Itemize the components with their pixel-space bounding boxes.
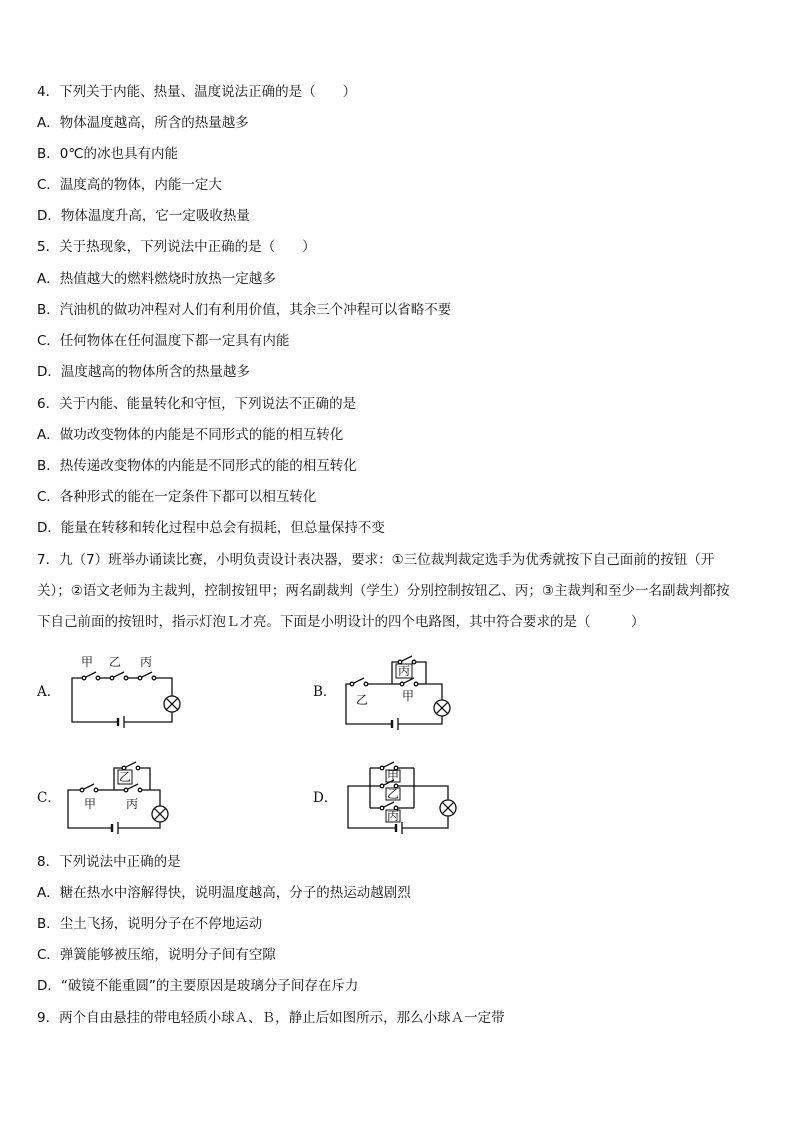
q4-option-b: B．0℃的冰也具有内能 [37, 146, 179, 162]
q8-stem: 8．下列说法中正确的是 [37, 854, 181, 870]
q9-stem: 9．两个自由悬挂的带电轻质小球Ａ、Ｂ，静止后如图所示，那么小球Ａ一定带 [37, 1010, 505, 1026]
q8-option-a: A．糖在热水中溶解得快，说明温度越高，分子的热运动越剧烈 [37, 885, 411, 901]
q7-option-d-label: D． [313, 790, 338, 806]
switch-yi-label: 乙 [119, 770, 132, 784]
q8-option-c: C．弹簧能够被压缩，说明分子间有空隙 [37, 947, 276, 963]
q8-option-b: B．尘土飞扬，说明分子在不停地运动 [37, 916, 263, 932]
switch-yi-label: 乙 [387, 787, 400, 801]
circuit-diagram-b [334, 648, 474, 738]
switch-yi-label: 乙 [356, 693, 369, 707]
q7-stem-line2: 关）；②语文老师为主裁判，控制按钮甲；两名副裁判（学生）分别控制按钮乙、丙；③主裁判和至少一名副裁判都按 [37, 583, 730, 599]
switch-bing-label: 丙 [140, 655, 153, 669]
q4-option-c: C．温度高的物体，内能一定大 [37, 177, 222, 193]
q5-stem: 5．关于热现象，下列说法中正确的是（ ） [37, 239, 316, 255]
switch-bing-label: 丙 [126, 797, 139, 811]
q7-stem-line1: 7．九（7）班举办诵读比赛，小明负责设计表决器，要求：①三位裁判裁定选手为优秀就按下自己面前的按钮（开 [37, 552, 715, 568]
q8-option-d: D．“破镜不能重圆”的主要原因是玻璃分子间存在斥力 [37, 978, 359, 994]
q6-option-a: A．做功改变物体的内能是不同形式的能的相互转化 [37, 427, 344, 443]
switch-jia-label: 甲 [84, 797, 97, 811]
q7-option-a-label: A． [37, 684, 61, 700]
switch-yi-label: 乙 [109, 655, 122, 669]
q4-stem: 4．下列关于内能、热量、温度说法正确的是（ ） [37, 84, 357, 100]
q5-option-d: D．温度越高的物体所含的热量越多 [37, 364, 250, 380]
q5-option-b: B．汽油机的做功冲程对人们有利用价值，其余三个冲程可以省略不要 [37, 302, 452, 318]
q6-option-b: B．热传递改变物体的内能是不同形式的能的相互转化 [37, 458, 357, 474]
switch-jia-label: 甲 [402, 689, 415, 703]
q7-option-c-label: C． [37, 790, 61, 806]
q6-option-d: D．能量在转移和转化过程中总会有损耗，但总量保持不变 [37, 520, 385, 536]
switch-jia-label: 甲 [387, 769, 400, 783]
switch-bing-label: 丙 [387, 809, 400, 823]
q7-stem-line3: 下自己前面的按钮时，指示灯泡Ｌ才亮。下面是小明设计的四个电路图，其中符合要求的是（ ） [37, 614, 645, 630]
circuit-diagram-a [60, 652, 220, 732]
switch-bing-label: 丙 [398, 664, 411, 678]
q6-option-c: C．各种形式的能在一定条件下都可以相互转化 [37, 489, 317, 505]
q6-stem: 6．关于内能、能量转化和守恒，下列说法不正确的是 [37, 396, 357, 412]
switch-jia-label: 甲 [81, 655, 94, 669]
q4-option-d: D．物体温度升高，它一定吸收热量 [37, 208, 250, 224]
q5-option-a: A．热值越大的燃料燃烧时放热一定越多 [37, 271, 276, 287]
q5-option-c: C．任何物体在任何温度下都一定具有内能 [37, 333, 290, 349]
circuit-diagram-d [340, 752, 470, 838]
q4-option-a: A．物体温度越高，所含的热量越多 [37, 115, 249, 131]
circuit-diagram-c [60, 752, 210, 838]
q7-option-b-label: B． [313, 684, 337, 700]
